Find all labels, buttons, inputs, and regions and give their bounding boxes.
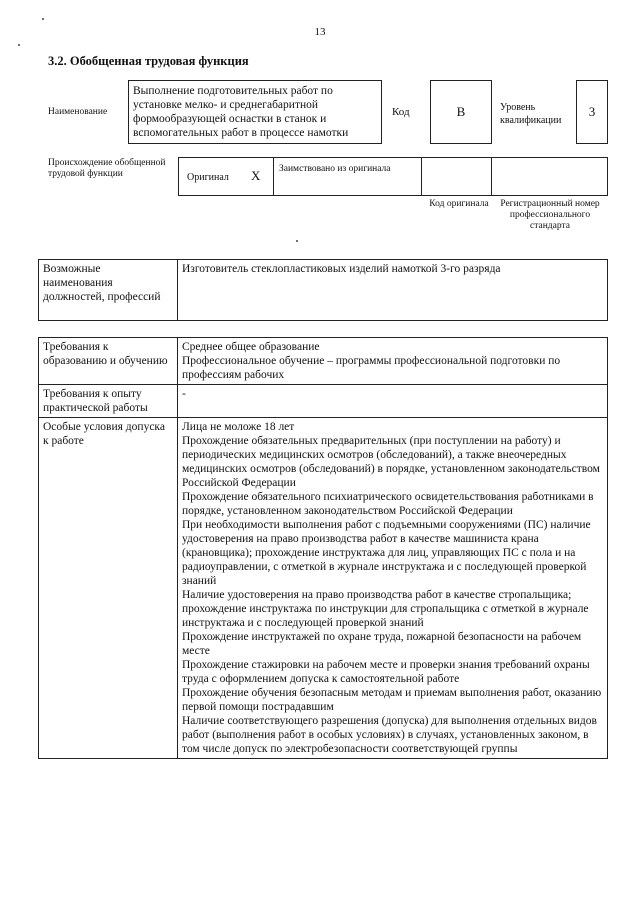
table-row [39, 260, 608, 321]
table-row [39, 385, 608, 418]
req-experience-value [178, 385, 608, 418]
req-special-value [178, 418, 608, 759]
origin-original-mark: X [251, 168, 261, 183]
req-line: При необходимости выполнения работ с подъемными сооружениями (ПС) наличие удостоверения на право производства работ в качестве машиниста крана (крановщика); прохождение инструктажа для лиц, управляющих ПС с пола и на радиоуправлении, с отметкой в журнале инструктажа и с последующей проверкой знаний [182, 519, 591, 587]
req-education-value [178, 338, 608, 385]
req-line: Среднее общее образование [182, 341, 320, 353]
page-number: 13 [314, 26, 326, 38]
positions-value: Изготовитель стеклопластиковых изделий намоткой 3-го разряда [178, 260, 608, 321]
table-row [39, 418, 608, 759]
origin-table [178, 157, 608, 196]
name-label: Наименование [48, 107, 108, 117]
req-experience-label: Требования к опыту практической работы [39, 385, 178, 418]
req-education-label: Требования к образованию и обучению [39, 338, 178, 385]
req-line: Прохождение стажировки на рабочем месте и проверки знания требований охраны труда с оформлением допуска к самостоятельной работе [182, 659, 590, 685]
req-line: Прохождение инструктажей по охране труда, пожарной безопасности на рабочем месте [182, 631, 582, 657]
req-line: - [182, 388, 186, 400]
code-original-label: Код оригинала [429, 199, 489, 209]
level-value-box [576, 80, 608, 144]
reg-number-label: Регистрационный номер профессионального стандарта [500, 199, 600, 231]
table-row [39, 338, 608, 385]
scan-speck [42, 18, 44, 20]
name-value-box [128, 80, 382, 144]
origin-label: Происхождение обобщенной трудовой функции [48, 158, 166, 179]
requirements-table [38, 337, 608, 759]
req-line: Прохождение обязательных предварительных (при поступлении на работу) и периодических медицинских осмотров (обследований), а также внеочередных медицинских осмотров (обследований) в порядке, установленном законодательством Российской Федерации [182, 435, 600, 489]
level-label: Уровень квалификации [500, 102, 562, 126]
req-special-label: Особые условия допуска к работе [39, 418, 178, 759]
origin-original-label: Оригинал [187, 172, 229, 183]
code-label: Код [392, 106, 410, 118]
scan-speck [296, 240, 298, 242]
req-line: Прохождение обучения безопасным методам и приемам выполнения работ, оказанию первой помощи пострадавшим [182, 687, 602, 713]
req-line: Профессиональное обучение – программы профессиональной подготовки по профессиям рабочих [182, 355, 561, 381]
req-line: Наличие удостоверения на право производства работ в качестве стропальщика; прохождение инструктажа по инструкции для стропальщика с отметкой в журнале инструктажа и с последующей проверкой знаний [182, 589, 589, 629]
req-line: Наличие соответствующего разрешения (допуска) для выполнения отдельных видов работ (выполнения работ в особых условиях) в случаях, установленных законом, в том числе допуск по электробезопасности соответствующей группы [182, 715, 597, 755]
code-value-box [430, 80, 492, 144]
positions-table [38, 259, 608, 321]
req-line: Прохождение обязательного психиатрического освидетельствования работниками в порядке, установленном законодательством Российской Федерации [182, 491, 594, 517]
name-value: Выполнение подготовительных работ по установке мелко- и среднегабаритной формообразующей оснастки в станок и вспомогательных работ в процессе намотки [133, 85, 349, 139]
section-title: 3.2. Обобщенная трудовая функция [48, 54, 249, 68]
req-line: Лица не моложе 18 лет [182, 421, 295, 433]
code-value: B [456, 104, 466, 119]
origin-borrowed-label: Заимствовано из оригинала [279, 164, 391, 174]
positions-label: Возможные наименования должностей, профессий [39, 260, 178, 321]
scan-speck [18, 44, 20, 46]
level-value: 3 [588, 104, 596, 119]
